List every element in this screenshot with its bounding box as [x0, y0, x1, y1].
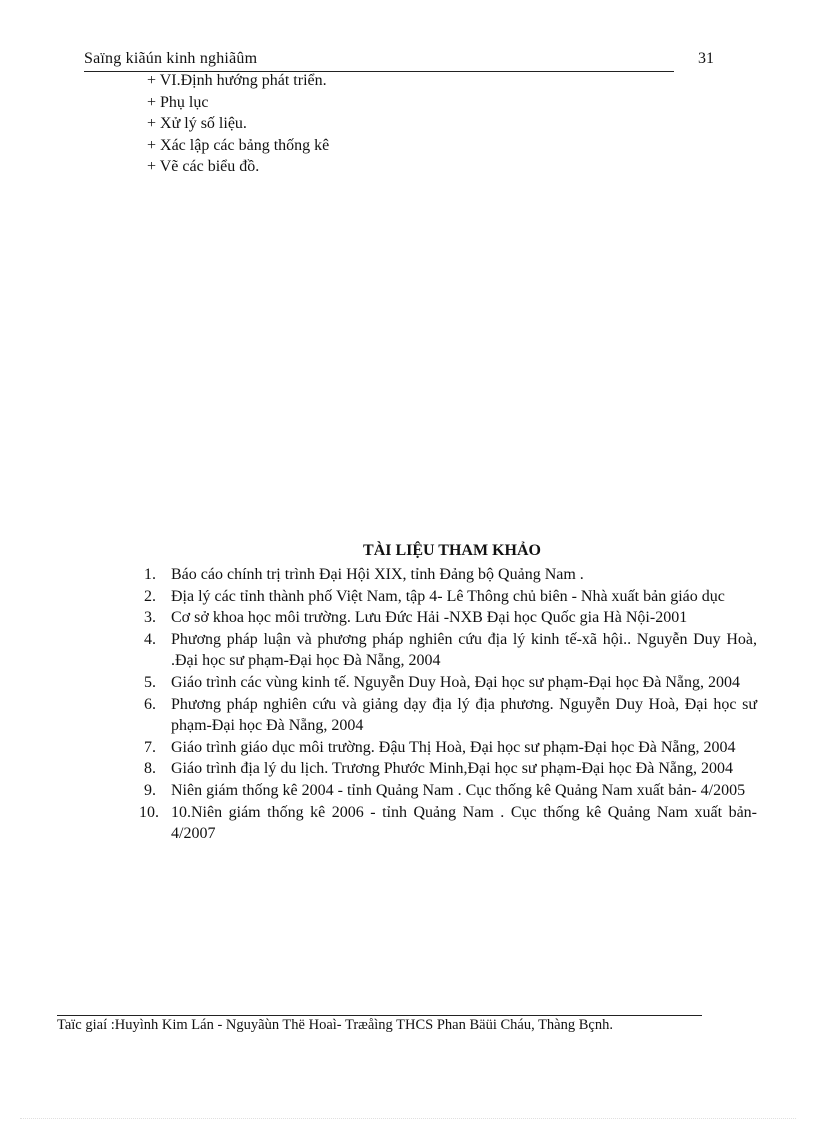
reference-item — [144, 607, 757, 629]
reference-number: 5. — [144, 673, 156, 691]
reference-text: Phương pháp nghiên cứu và giảng dạy địa lý địa phương. Nguyễn Duy Hoà, Đại học sư phạm-Đại học Đà Nẵng, 2004 — [171, 695, 757, 735]
outline-item: + Vẽ các biểu đồ. — [147, 158, 260, 176]
reference-text: Phương pháp luận và phương pháp nghiên cứu địa lý kinh tế-xã hội.. Nguyễn Duy Hoà, .Đại học sư phạm-Đại học Đà Nẵng, 2004 — [171, 630, 757, 670]
outline-item: + Xác lập các bảng thống kê — [147, 136, 330, 154]
page-bottom-edge — [20, 1118, 796, 1119]
reference-text: 10.Niên giám thống kê 2006 - tỉnh Quảng Nam . Cục thống kê Quảng Nam xuất bản- 4/2007 — [171, 803, 757, 843]
reference-item — [144, 758, 757, 780]
reference-item — [144, 629, 757, 672]
reference-text: Giáo trình giáo dục môi trường. Đậu Thị Hoà, Đại học sư phạm-Đại học Đà Nẵng, 2004 — [171, 738, 736, 756]
reference-item — [144, 672, 757, 694]
page-number: 31 — [698, 50, 714, 67]
reference-item — [144, 737, 757, 759]
reference-number: 10. — [139, 803, 159, 821]
footer-author: Taïc giaí :Huyình Kim Lán - Nguyãùn Thë Hoaì- Træåìng THCS Phan Bäüi Cháu, Thàng Bçnh. — [57, 1017, 613, 1033]
reference-item — [144, 694, 757, 737]
reference-number: 6. — [144, 695, 156, 713]
reference-number: 4. — [144, 630, 156, 648]
reference-text: Báo cáo chính trị trình Đại Hội XIX, tỉnh Đảng bộ Quảng Nam . — [171, 566, 584, 583]
reference-number: 2. — [144, 587, 156, 605]
outline-item: + VI.Định hướng phát triển. — [147, 72, 327, 89]
reference-text: Niên giám thống kê 2004 - tỉnh Quảng Nam . Cục thống kê Quảng Nam xuất bản- 4/2005 — [171, 781, 746, 799]
outline-list — [147, 70, 329, 178]
reference-text: Giáo trình địa lý du lịch. Trương Phước Minh,Đại học sư phạm-Đại học Đà Nẵng, 2004 — [171, 760, 733, 778]
reference-number: 9. — [144, 781, 156, 799]
reference-item — [144, 586, 757, 608]
reference-item — [144, 564, 757, 586]
references-heading: TÀI LIỆU THAM KHẢO — [363, 542, 541, 559]
outline-item: + Xử lý số liệu. — [147, 115, 247, 133]
header-title: Saïng kiãún kinh nghiãûm — [84, 50, 258, 67]
reference-number: 8. — [144, 760, 156, 778]
reference-text: Địa lý các tỉnh thành phố Việt Nam, tập 4- Lê Thông chủ biên - Nhà xuất bản giáo dục — [171, 587, 725, 605]
reference-number: 7. — [144, 738, 156, 756]
reference-item — [144, 780, 757, 802]
references-list — [139, 564, 757, 845]
reference-text: Cơ sở khoa học môi trường. Lưu Đức Hải -NXB Đại học Quốc gia Hà Nội-2001 — [171, 609, 688, 627]
reference-item — [139, 802, 757, 845]
reference-number: 3. — [144, 609, 156, 627]
outline-item: + Phụ lục — [147, 93, 209, 111]
reference-number: 1. — [144, 566, 156, 583]
reference-text: Giáo trình các vùng kinh tế. Nguyễn Duy Hoà, Đại học sư phạm-Đại học Đà Nẵng, 2004 — [171, 673, 740, 691]
